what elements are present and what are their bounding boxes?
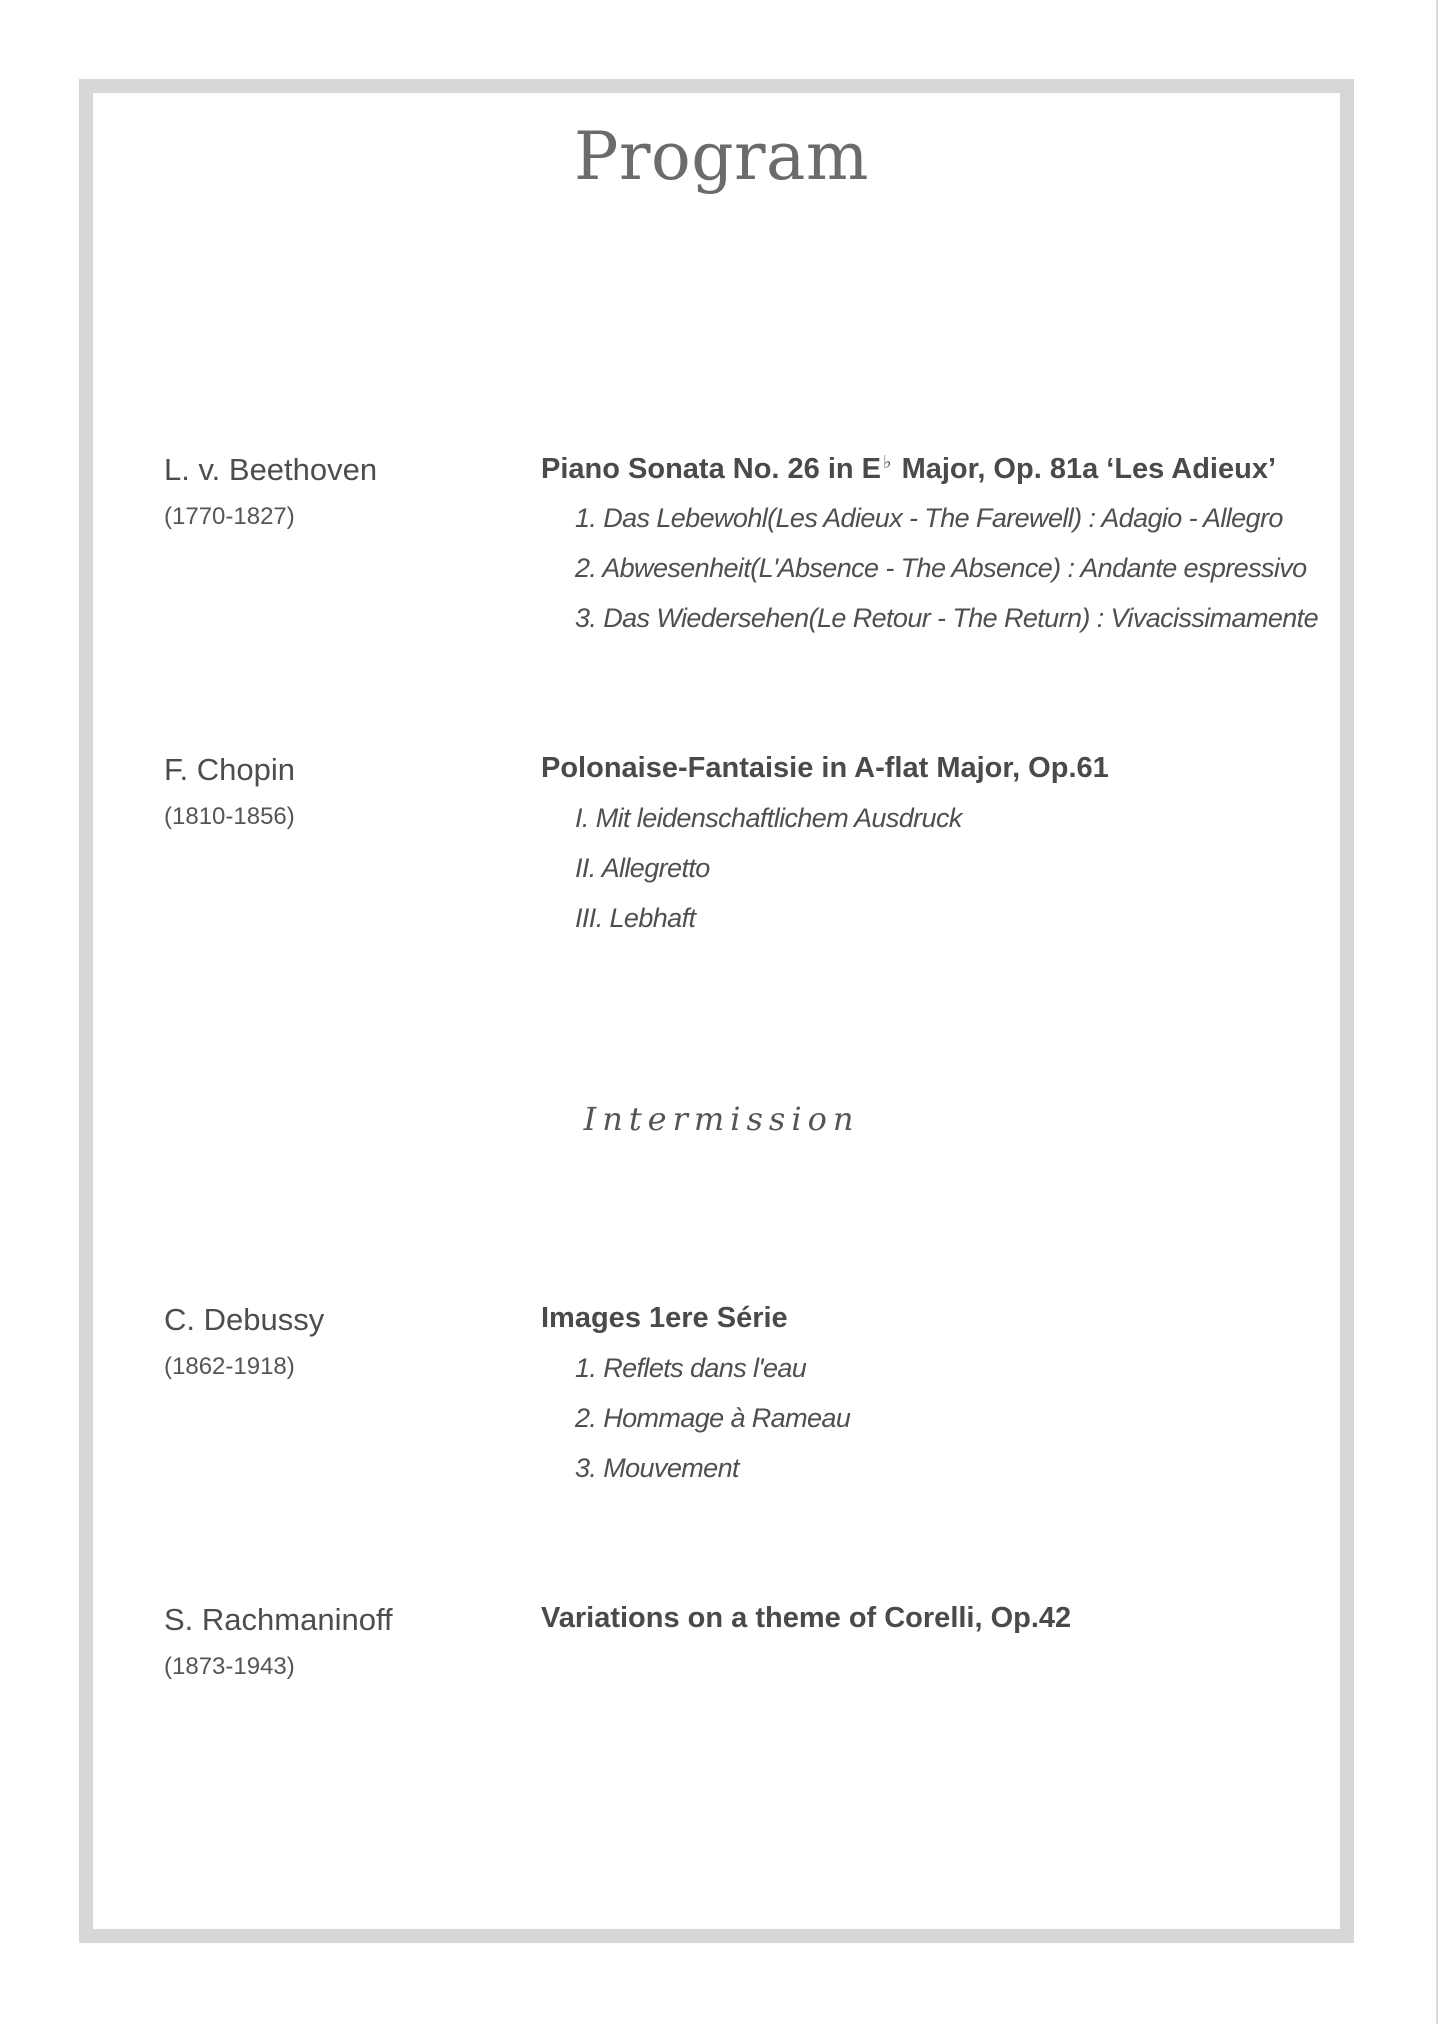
work-title: Images 1ere Série <box>541 1302 788 1334</box>
composer-dates: (1873-1943) <box>164 1653 295 1680</box>
movement: 3. Das Wiedersehen(Le Retour - The Return) : Vivacissimamente <box>575 603 1318 633</box>
work-title-prefix: Piano Sonata No. 26 in E <box>541 453 882 485</box>
movement: 3. Mouvement <box>575 1453 739 1483</box>
movement: 2. Abwesenheit(L'Absence - The Absence) : Andante espressivo <box>575 553 1307 583</box>
flat-sign: ♭ <box>883 452 892 472</box>
work-title: Variations on a theme of Corelli, Op.42 <box>541 1602 1072 1634</box>
movement: II. Allegretto <box>575 853 710 883</box>
composer-dates: (1862-1918) <box>164 1353 295 1380</box>
movement: 1. Reflets dans l'eau <box>575 1353 807 1383</box>
work-title: Polonaise-Fantaisie in A-flat Major, Op.61 <box>541 752 1109 784</box>
movement: 1. Das Lebewohl(Les Adieux - The Farewell) : Adagio - Allegro <box>575 503 1283 533</box>
composer-name: S. Rachmaninoff <box>164 1602 393 1637</box>
movement: I. Mit leidenschaftlichem Ausdruck <box>575 803 962 833</box>
movement: 2. Hommage à Rameau <box>575 1403 851 1433</box>
composer-name: L. v. Beethoven <box>164 452 378 487</box>
work-title <box>541 452 1276 486</box>
page-edge-line <box>1436 0 1438 2024</box>
work-title-suffix: Major, Op. 81a ‘Les Adieux’ <box>893 453 1277 485</box>
page-title: Program <box>574 118 869 195</box>
movement: III. Lebhaft <box>575 903 696 933</box>
composer-name: F. Chopin <box>164 752 295 787</box>
composer-dates: (1810-1856) <box>164 803 295 830</box>
composer-name: C. Debussy <box>164 1302 325 1337</box>
composer-dates: (1770-1827) <box>164 503 295 530</box>
intermission-label: Intermission <box>583 1100 860 1138</box>
